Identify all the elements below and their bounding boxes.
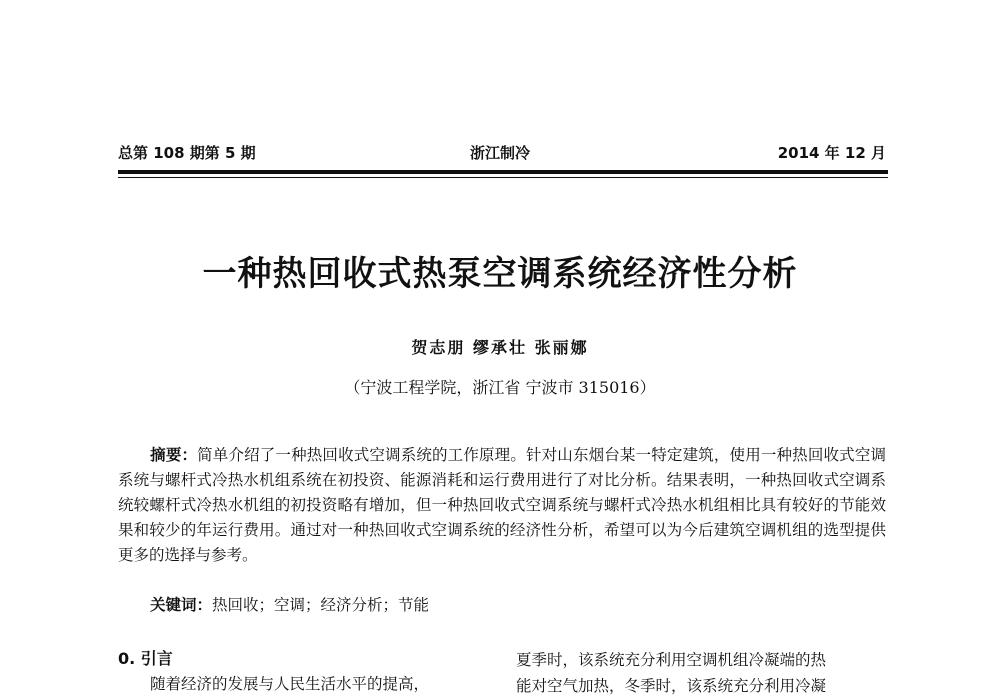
right-line-1: 夏季时，该系统充分利用空调机组冷凝端的热 [516,651,827,669]
affiliation: （宁波工程学院，浙江省 宁波市 315016） [344,378,656,397]
issue-number: 总第 108 期第 5 期 [118,144,256,162]
abstract-text: 简单介绍了一种热回收式空调系统的工作原理。针对山东烟台某一特定建筑，使用一种热回收式空调系统与螺杆式冷热水机组系统在初投资、能源消耗和运行费用进行了对比分析。结果表明，一种热回收式空调系统较螺杆式冷热水机组的初投资略有增加，但一种热回收式空调系统与螺杆式冷热水机组相比具有较好的节能效果和较少的年运行费用。通过对一种热回收式空调系统的经济性分析，希望可以为今后建筑空调机组的选型提供更多的选择与参考。 [118,446,886,564]
left-column-text [118,672,478,697]
paper-title: 一种热回收式热泵空调系统经济性分析 [202,254,798,294]
section-heading: 0. 引言 [118,649,173,668]
keywords-label: 关键词： [150,595,213,614]
keywords [118,592,886,618]
intro-paragraph: 随着经济的发展与人民生活水平的提高， [150,675,430,693]
issue-date: 2014 年 12 月 [777,144,886,162]
keywords-text: 热回收；空调；经济分析；节能 [212,596,430,614]
right-column-text [516,647,888,699]
abstract [118,442,886,568]
right-line-2: 能对空气加热，冬季时，该系统充分利用冷凝 [516,677,827,695]
header-rule-thick [118,170,888,174]
header-rule-thin [118,177,888,178]
authors: 贺志朋 缪承壮 张丽娜 [411,338,589,357]
journal-name: 浙江制冷 [470,144,531,162]
journal-header [118,142,886,166]
abstract-label: 摘要： [150,445,198,464]
